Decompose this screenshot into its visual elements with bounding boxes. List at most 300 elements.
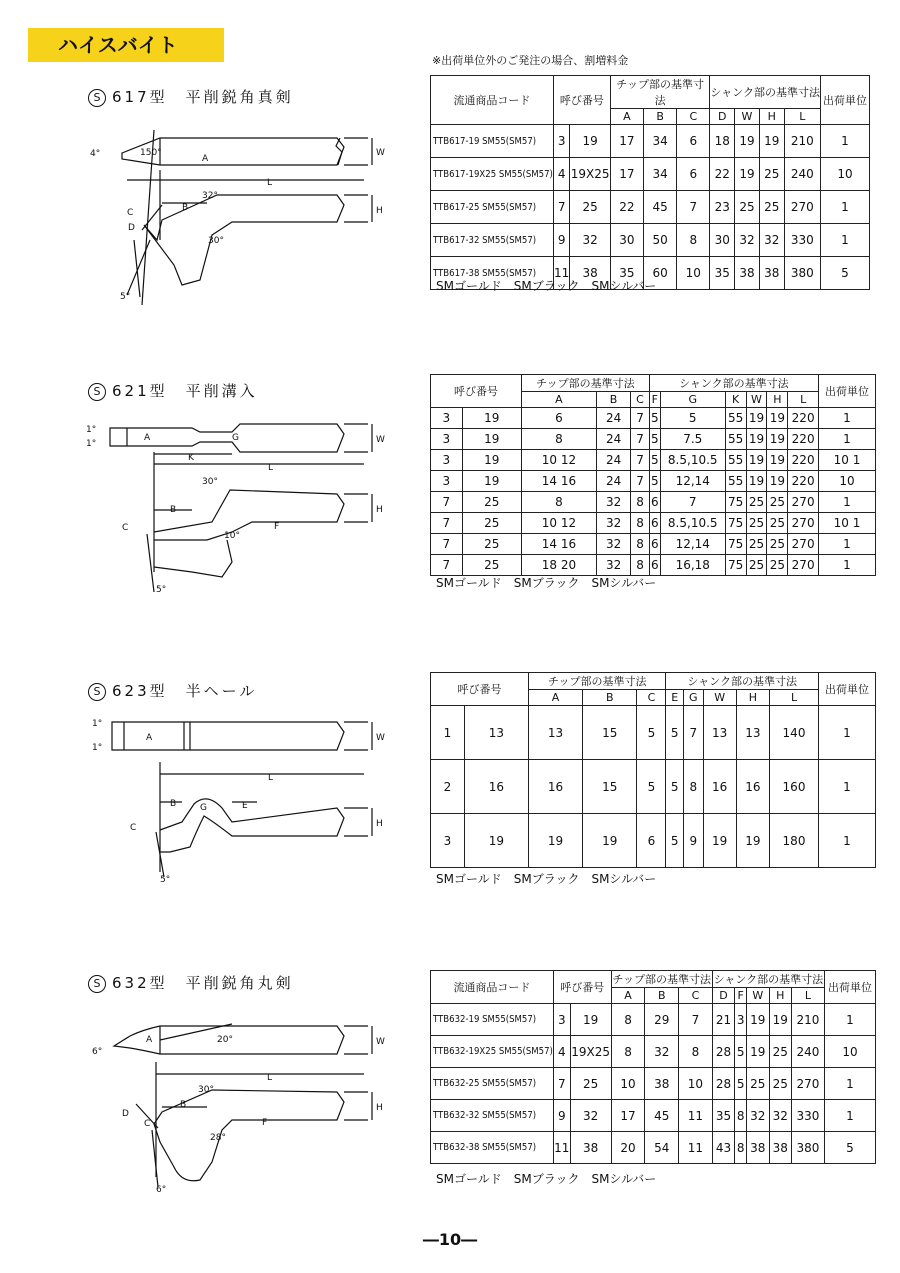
table-cell: 12,14 (660, 534, 725, 555)
label-c: C (130, 823, 137, 833)
table-cell: 3 (431, 814, 465, 868)
label-c: C (122, 523, 129, 533)
table-cell: 18 20 (521, 555, 596, 576)
label-angle-top1: 1° (86, 425, 97, 435)
col-l: L (784, 109, 820, 125)
table-cell: 10 (679, 1068, 713, 1100)
table-cell: 19 (767, 471, 788, 492)
table-cell: 16 (528, 760, 582, 814)
table-cell: 5 (825, 1132, 876, 1164)
table-cell: 8.5,10.5 (660, 450, 725, 471)
table-cell: TTB632-25 SM55(SM57) (431, 1068, 554, 1100)
table-cell: 25 (462, 555, 521, 576)
col-unit: 出荷単位 (819, 375, 876, 408)
table-cell: 160 (770, 760, 819, 814)
table-cell: 8.5,10.5 (660, 513, 725, 534)
table-row (431, 471, 876, 492)
table-cell: 32 (596, 492, 630, 513)
table-cell: 5 (649, 471, 660, 492)
table-cell: 16 (464, 760, 528, 814)
table-cell: 25 (462, 534, 521, 555)
col-a: A (611, 988, 645, 1004)
brand-line-617: SMゴールド SMブラック SMシルバー (436, 279, 657, 293)
table-cell: 19 (759, 125, 784, 158)
table-cell: 2 (431, 760, 465, 814)
brand-line-621: SMゴールド SMブラック SMシルバー (436, 576, 657, 590)
table-cell: 1 (825, 1100, 876, 1132)
table-cell: 28 (712, 1036, 734, 1068)
table-cell: 3 (553, 125, 570, 158)
col-c: C (677, 109, 710, 125)
label-angle-top: 6° (92, 1047, 103, 1057)
table-cell: 240 (784, 158, 820, 191)
table-cell: 11 (679, 1132, 713, 1164)
table-cell: TTB632-19X25 SM55(SM57) (431, 1036, 554, 1068)
table-cell: 17 (610, 158, 643, 191)
table-cell: 270 (788, 534, 819, 555)
table-cell: 19 (767, 450, 788, 471)
table-cell: 7 (553, 1068, 570, 1100)
col-unit: 出荷単位 (821, 76, 870, 125)
table-cell: 19 (746, 450, 767, 471)
table-cell: 220 (788, 471, 819, 492)
table-cell: 24 (596, 408, 630, 429)
table-cell: 5 (735, 1036, 747, 1068)
col-shank: シャンク部の基準寸法 (710, 76, 821, 109)
table-cell: 6 (637, 814, 666, 868)
label-l: L (268, 773, 274, 783)
table-cell: 19 (570, 1004, 611, 1036)
table-cell: 5 (637, 706, 666, 760)
table-cell: 9 (684, 814, 703, 868)
table-cell: 19 (735, 125, 760, 158)
table-cell: 25 (570, 191, 610, 224)
table-cell: 1 (825, 1068, 876, 1100)
table-cell: 19 (462, 471, 521, 492)
table-cell: 5 (637, 760, 666, 814)
table-cell: 380 (791, 1132, 824, 1164)
table-cell: 22 (610, 191, 643, 224)
table-cell: 7 (677, 191, 710, 224)
label-angle-clear: 5° (156, 585, 167, 595)
col-c: C (631, 392, 649, 408)
table-cell: 28 (712, 1068, 734, 1100)
table-cell: 270 (791, 1068, 824, 1100)
table-row (431, 534, 876, 555)
table-cell: 32 (769, 1100, 791, 1132)
table-cell: 34 (644, 158, 677, 191)
col-c: C (679, 988, 713, 1004)
table-cell: 5 (660, 408, 725, 429)
table-cell: 1 (819, 555, 876, 576)
label-c: C (127, 208, 134, 218)
label-h: H (376, 505, 383, 515)
table-cell: 54 (645, 1132, 679, 1164)
table-cell: 210 (784, 125, 820, 158)
table-cell: 10 (821, 158, 870, 191)
table-cell: 6 (649, 555, 660, 576)
label-g: G (232, 433, 239, 443)
table-cell: 1 (821, 125, 870, 158)
table-row (431, 224, 870, 257)
table-cell: 4 (553, 1036, 570, 1068)
table-cell: 1 (819, 760, 876, 814)
table-cell: 1 (819, 706, 876, 760)
table-cell: 8 (735, 1132, 747, 1164)
table-row (431, 125, 870, 158)
table-cell: 220 (788, 408, 819, 429)
table-cell: 1 (819, 534, 876, 555)
category-banner: ハイスバイト (28, 28, 224, 62)
table-cell: 13 (464, 706, 528, 760)
col-chip: チップ部の基準寸法 (611, 971, 712, 988)
table-row (431, 1100, 876, 1132)
col-w: W (747, 988, 769, 1004)
table-cell: 1 (819, 429, 876, 450)
table-cell: 19X25 (570, 158, 610, 191)
table-cell: 7 (553, 191, 570, 224)
col-b: B (645, 988, 679, 1004)
table-cell: 17 (611, 1100, 645, 1132)
table-cell: 1 (819, 408, 876, 429)
table-cell: 15 (583, 760, 637, 814)
table-cell: 75 (725, 555, 746, 576)
s-mark-icon: S (88, 975, 106, 993)
table-cell: 17 (610, 125, 643, 158)
surcharge-note: ※出荷単位外のご発注の場合、割増料金 (432, 54, 629, 67)
table-cell: 25 (769, 1036, 791, 1068)
table-cell: 38 (645, 1068, 679, 1100)
label-h: H (376, 819, 383, 829)
col-b: B (596, 392, 630, 408)
s-mark-icon: S (88, 683, 106, 701)
table-cell: 25 (759, 191, 784, 224)
page-number: ―10― (422, 1230, 478, 1249)
col-g: G (660, 392, 725, 408)
label-angle-low: 28° (210, 1133, 226, 1143)
table-cell: 25 (746, 534, 767, 555)
label-l: L (267, 178, 273, 188)
col-no: 呼び番号 (431, 673, 529, 706)
table-cell: 14 16 (521, 534, 596, 555)
table-cell: 24 (596, 450, 630, 471)
table-cell: 3 (431, 429, 463, 450)
table-cell: 24 (596, 471, 630, 492)
table-cell: 75 (725, 534, 746, 555)
label-h: H (376, 206, 383, 216)
col-a: A (528, 690, 582, 706)
section-title-621: S 621型 平削溝入 (88, 380, 258, 401)
label-angle-top: 4° (90, 149, 101, 159)
label-angle-top2: 1° (92, 743, 103, 753)
table-cell: 19 (746, 408, 767, 429)
label-angle-mid: 32° (202, 191, 218, 201)
table-cell: 8 (631, 534, 649, 555)
table-cell: 32 (735, 224, 760, 257)
table-cell: 7 (431, 513, 463, 534)
table-cell: 22 (710, 158, 735, 191)
table-row (431, 1068, 876, 1100)
label-b: B (182, 203, 189, 213)
table-cell: 21 (712, 1004, 734, 1036)
table-cell: 270 (788, 513, 819, 534)
table-cell: 25 (746, 555, 767, 576)
col-d: D (710, 109, 735, 125)
table-cell: TTB632-38 SM55(SM57) (431, 1132, 554, 1164)
table-cell: 3 (431, 450, 463, 471)
table-cell: 23 (710, 191, 735, 224)
label-angle-mid: 30° (202, 477, 218, 487)
table-cell: 32 (645, 1036, 679, 1068)
table-cell: 7 (631, 450, 649, 471)
table-cell: 11 (553, 257, 570, 290)
label-angle-clear: 5° (160, 875, 171, 885)
table-cell: 12,14 (660, 471, 725, 492)
table-cell: 1 (821, 191, 870, 224)
table-row (431, 158, 870, 191)
table-row (431, 760, 876, 814)
table-cell: 50 (644, 224, 677, 257)
label-angle-clear: 6° (156, 1185, 167, 1192)
table-cell: 25 (767, 492, 788, 513)
table-cell: 7 (431, 534, 463, 555)
table-cell: 10 12 (521, 450, 596, 471)
col-d: D (712, 988, 734, 1004)
col-code: 流通商品コード (431, 76, 554, 125)
table-cell: 19 (703, 814, 736, 868)
table-cell: 25 (767, 555, 788, 576)
table-cell: 19 (736, 814, 769, 868)
table-cell: 43 (712, 1132, 734, 1164)
table-cell: 25 (462, 513, 521, 534)
table-cell: 7 (679, 1004, 713, 1036)
table-cell: 32 (596, 534, 630, 555)
table-row (431, 1132, 876, 1164)
table-cell: 60 (644, 257, 677, 290)
col-l: L (770, 690, 819, 706)
table-cell: 8 (611, 1004, 645, 1036)
col-b: B (583, 690, 637, 706)
s-mark-icon: S (88, 383, 106, 401)
col-code: 流通商品コード (431, 971, 554, 1004)
table-cell: 10 (825, 1036, 876, 1068)
table-cell: 1 (819, 492, 876, 513)
col-no: 呼び番号 (553, 971, 611, 1004)
label-b: B (170, 799, 177, 809)
table-cell: 19 (462, 450, 521, 471)
table-row (431, 814, 876, 868)
table-cell: 9 (553, 1100, 570, 1132)
table-cell: 3 (431, 471, 463, 492)
table-cell: TTB617-19X25 SM55(SM57) (431, 158, 554, 191)
table-cell: 75 (725, 492, 746, 513)
table-cell: 75 (725, 513, 746, 534)
table-cell: 4 (553, 158, 570, 191)
table-cell: 7 (684, 706, 703, 760)
table-cell: 1 (825, 1004, 876, 1036)
table-cell: 19X25 (570, 1036, 611, 1068)
table-cell: 38 (747, 1132, 769, 1164)
label-a: A (146, 1035, 153, 1045)
table-cell: 19 (735, 158, 760, 191)
label-angle-top2: 1° (86, 439, 97, 449)
label-angle-top1: 1° (92, 719, 103, 729)
table-cell: TTB632-19 SM55(SM57) (431, 1004, 554, 1036)
table-cell: 6 (521, 408, 596, 429)
col-k: K (725, 392, 746, 408)
label-w: W (376, 148, 385, 158)
label-a: A (146, 733, 153, 743)
table-cell: 13 (703, 706, 736, 760)
label-k: K (188, 453, 194, 463)
table-row (431, 408, 876, 429)
table-cell: 38 (735, 257, 760, 290)
table-cell: 19 (462, 408, 521, 429)
table-cell: 34 (644, 125, 677, 158)
table-cell: 29 (645, 1004, 679, 1036)
table-cell: 11 (553, 1132, 570, 1164)
table-cell: 10 1 (819, 513, 876, 534)
table-cell: 380 (784, 257, 820, 290)
table-623 (430, 672, 876, 868)
table-cell: 8 (631, 555, 649, 576)
table-cell: 19 (767, 429, 788, 450)
table-cell: 19 (462, 429, 521, 450)
col-h: H (769, 988, 791, 1004)
table-cell: 18 (710, 125, 735, 158)
table-cell: 24 (596, 429, 630, 450)
table-cell: 25 (747, 1068, 769, 1100)
table-cell: 8 (677, 224, 710, 257)
label-angle-mid: 30° (198, 1085, 214, 1095)
table-cell: 32 (570, 1100, 611, 1132)
diagram-617 (82, 125, 402, 310)
table-cell: 25 (570, 1068, 611, 1100)
table-cell: 35 (712, 1100, 734, 1132)
label-w: W (376, 733, 385, 743)
section-title-623: S 623型 半ヘール (88, 680, 257, 701)
table-cell: 30 (710, 224, 735, 257)
table-cell: 140 (770, 706, 819, 760)
table-cell: 10 (819, 471, 876, 492)
table-cell: 7 (631, 429, 649, 450)
table-cell: 25 (746, 492, 767, 513)
table-cell: 32 (596, 555, 630, 576)
table-cell: 7 (631, 471, 649, 492)
table-cell: 38 (759, 257, 784, 290)
col-g: G (684, 690, 703, 706)
table-cell: 6 (677, 125, 710, 158)
table-cell: 8 (735, 1100, 747, 1132)
table-cell: 25 (767, 513, 788, 534)
diagram-621 (82, 412, 402, 597)
col-shank: シャンク部の基準寸法 (649, 375, 818, 392)
table-cell: 8 (631, 492, 649, 513)
table-cell: 5 (666, 706, 684, 760)
section-title-617: S 617型 平削鋭角真剣 (88, 86, 294, 107)
label-a: A (144, 433, 151, 443)
table-cell: 6 (649, 534, 660, 555)
table-cell: 11 (679, 1100, 713, 1132)
table-cell: 1 (821, 224, 870, 257)
table-cell: 32 (759, 224, 784, 257)
table-cell: 19 (747, 1036, 769, 1068)
table-617 (430, 75, 870, 290)
table-cell: 38 (570, 257, 610, 290)
col-w: W (703, 690, 736, 706)
label-f: F (274, 522, 280, 532)
table-cell: 8 (631, 513, 649, 534)
table-cell: 19 (747, 1004, 769, 1036)
table-cell: 13 (736, 706, 769, 760)
table-cell: 16 (703, 760, 736, 814)
table-cell: 45 (644, 191, 677, 224)
table-cell: 15 (583, 706, 637, 760)
table-621 (430, 374, 876, 576)
table-cell: 210 (791, 1004, 824, 1036)
col-no: 呼び番号 (553, 76, 610, 125)
label-d: D (128, 223, 135, 233)
table-cell: 180 (770, 814, 819, 868)
table-row (431, 429, 876, 450)
col-c: C (637, 690, 666, 706)
s-mark-icon: S (88, 89, 106, 107)
table-cell: 25 (735, 191, 760, 224)
label-w: W (376, 435, 385, 445)
table-cell: 7 (431, 555, 463, 576)
brand-line-623: SMゴールド SMブラック SMシルバー (436, 872, 657, 886)
table-cell: 16,18 (660, 555, 725, 576)
col-l: L (788, 392, 819, 408)
col-unit: 出荷単位 (825, 971, 876, 1004)
table-cell: 25 (767, 534, 788, 555)
table-cell: 3 (553, 1004, 570, 1036)
label-angle-low: 30° (208, 236, 224, 246)
col-w: W (746, 392, 767, 408)
table-cell: 330 (784, 224, 820, 257)
table-cell: 5 (735, 1068, 747, 1100)
table-cell: 25 (759, 158, 784, 191)
table-cell: 8 (521, 429, 596, 450)
table-cell: 55 (725, 408, 746, 429)
table-cell: 30 (610, 224, 643, 257)
label-c: C (144, 1119, 151, 1129)
label-d: D (122, 1109, 129, 1119)
label-h: H (376, 1103, 383, 1113)
table-cell: 9 (553, 224, 570, 257)
table-cell: 5 (649, 429, 660, 450)
label-angle-low: 10° (224, 531, 240, 541)
brand-line-632: SMゴールド SMブラック SMシルバー (436, 1172, 657, 1186)
col-b: B (644, 109, 677, 125)
table-cell: 5 (649, 450, 660, 471)
table-row (431, 513, 876, 534)
col-a: A (610, 109, 643, 125)
label-b: B (170, 505, 177, 515)
table-row (431, 706, 876, 760)
table-cell: 7 (431, 492, 463, 513)
table-cell: 45 (645, 1100, 679, 1132)
table-cell: TTB617-38 SM55(SM57) (431, 257, 554, 290)
col-chip: チップ部の基準寸法 (610, 76, 710, 109)
table-cell: 10 12 (521, 513, 596, 534)
table-row (431, 1036, 876, 1068)
col-f: F (649, 392, 660, 408)
table-cell: 25 (746, 513, 767, 534)
table-cell: 19 (769, 1004, 791, 1036)
table-cell: 32 (570, 224, 610, 257)
table-row (431, 555, 876, 576)
